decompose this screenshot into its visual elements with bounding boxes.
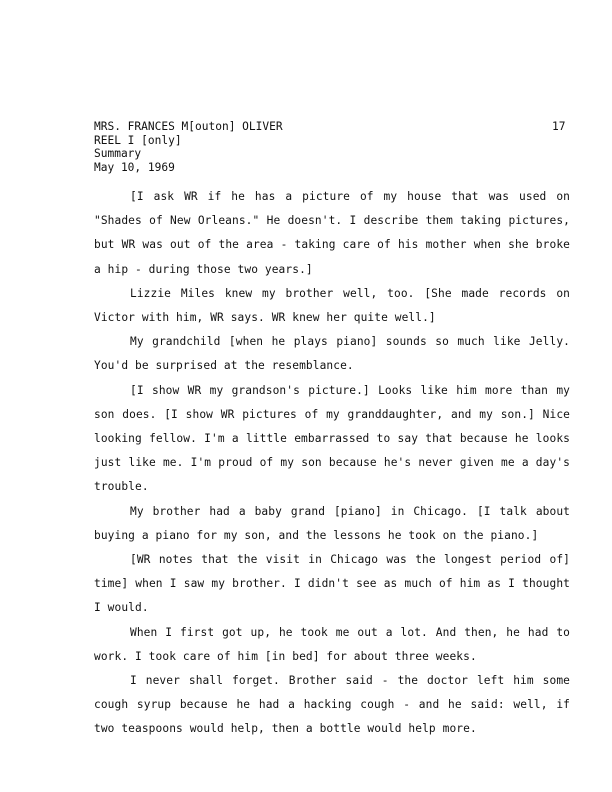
transcript-body xyxy=(94,185,570,742)
paragraph: [WR notes that the visit in Chicago was the longest period of] time] when I saw my brother. I didn't see as much of him as I thought I would. xyxy=(94,553,570,615)
paragraph: When I first got up, he took me out a lot. And then, he had to work. I took care of him [in bed] for about three weeks. xyxy=(94,625,570,663)
paragraph: [I show WR my grandson's picture.] Looks like him more than my son does. [I show WR pictures of my granddaughter, and my son.] Nice looking fellow. I'm a little embarrassed to say that because he looks just like me. I'm proud of my son because he's never given me a day's trouble. xyxy=(94,383,570,494)
paragraph: [I ask WR if he has a picture of my house that was used on "Shades of New Orleans." He doesn't. I describe them taking pictures, but WR was out of the area - taking care of his mother when she broke a hip - during those two years.] xyxy=(94,190,570,276)
summary-label: Summary xyxy=(94,147,142,160)
document-header xyxy=(94,120,283,174)
interviewee-name: MRS. FRANCES M[outon] OLIVER xyxy=(94,120,283,133)
reel-label: REEL I [only] xyxy=(94,133,182,147)
paragraph: My brother had a baby grand [piano] in Chicago. [I talk about buying a piano for my son, and the lessons he took on the piano.] xyxy=(94,504,570,542)
paragraph: My grandchild [when he plays piano] sounds so much like Jelly. You'd be surprised at the resemblance. xyxy=(94,335,570,373)
paragraph: Lizzie Miles knew my brother well, too. [She made records on Victor with him, WR says. WR knew her quite well.] xyxy=(94,286,570,325)
page-number: 17 xyxy=(552,120,566,133)
paragraph: I never shall forget. Brother said - the doctor left him some cough syrup because he had a hacking cough - and he said: well, if two teaspoons would help, then a bottle would help more. xyxy=(94,674,570,736)
interview-date: May 10, 1969 xyxy=(94,160,175,174)
